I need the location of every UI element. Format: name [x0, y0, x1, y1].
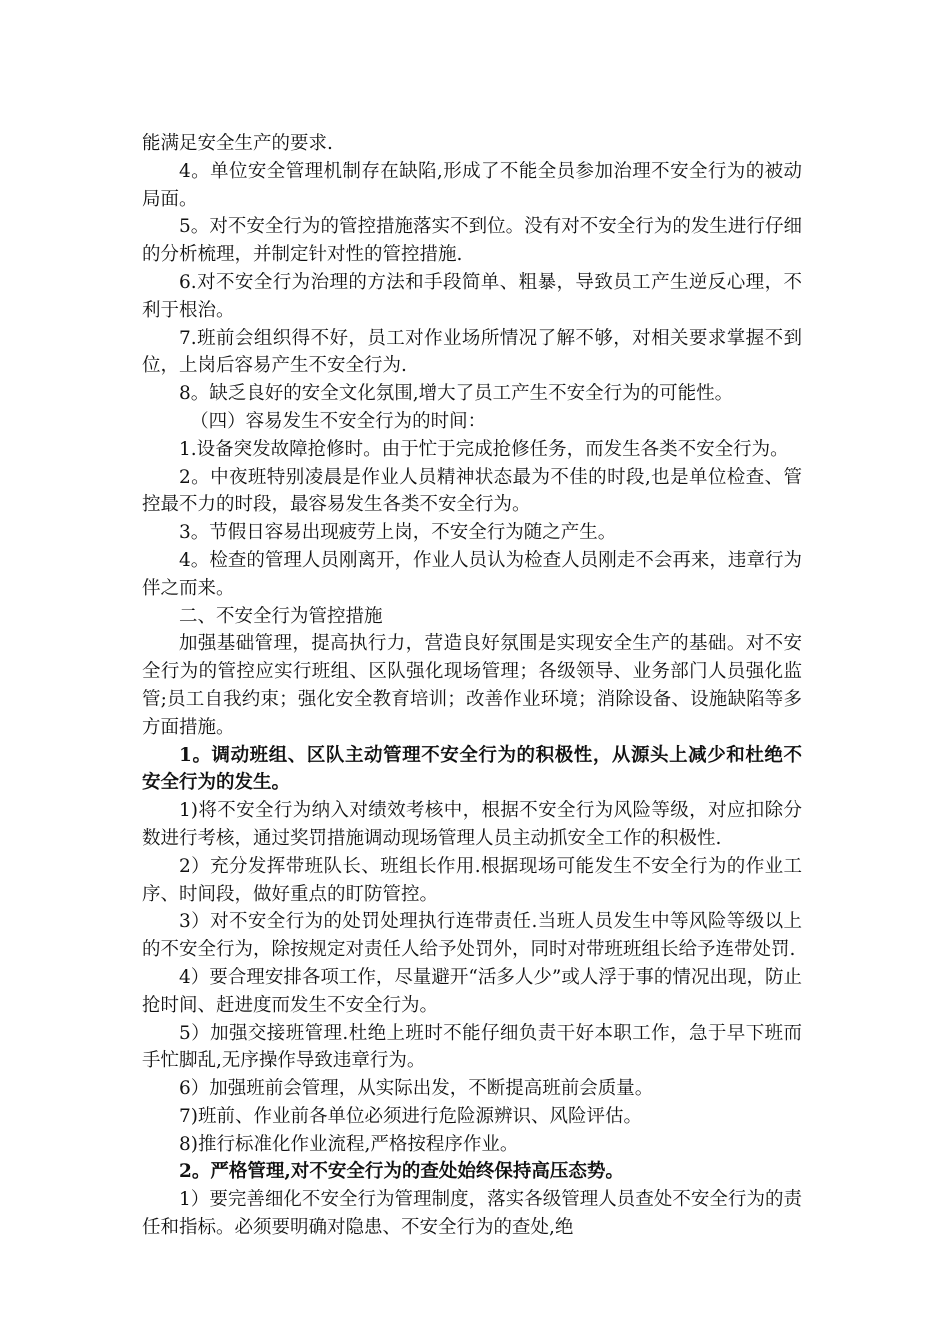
paragraph: 8)推行标准化作业流程,严格按程序作业。: [179, 1133, 519, 1155]
document-body: [142, 130, 802, 1242]
paragraph: 加强基础管理，提高执行力，营造良好氛围是实现安全生产的基础。对不安全行为的管控应实行班组、区队强化现场管理；各级领导、业务部门人员强化监管;员工自我约束；强化安全教育培训；改善作业环境；消除设备、设施缺陷等多方面措施。: [142, 633, 802, 738]
paragraph: 5。对不安全行为的管控措施落实不到位。没有对不安全行为的发生进行仔细的分析梳理，并制定针对性的管控措施.: [142, 216, 802, 266]
paragraph: 6）加强班前会管理，从实际出发，不断提高班前会质量。: [179, 1078, 654, 1100]
paragraph: 4）要合理安排各项工作，尽量避开“活多人少”或人浮于事的情况出现，防止抢时间、赶进度而发生不安全行为。: [142, 966, 802, 1016]
paragraph: 能满足安全生产的要求.: [142, 133, 333, 154]
paragraph: 1）要完善细化不安全行为管理制度，落实各级管理人员查处不安全行为的责任和指标。必须要明确对隐患、不安全行为的查处,绝: [142, 1189, 802, 1239]
paragraph: 3。节假日容易出现疲劳上岗，不安全行为随之产生。: [179, 522, 617, 544]
paragraph: 4。单位安全管理机制存在缺陷,形成了不能全员参加治理不安全行为的被动局面。: [142, 160, 802, 210]
paragraph: 7.班前会组织得不好，员工对作业场所情况了解不够，对相关要求掌握不到位，上岗后容易产生不安全行为.: [142, 327, 802, 377]
bold-subheading: 1。调动班组、区队主动管理不安全行为的积极性，从源头上减少和杜绝不安全行为的发生。: [142, 744, 802, 794]
paragraph: 2）充分发挥带班队长、班组长作用.根据现场可能发生不安全行为的作业工序、时间段，做好重点的盯防管控。: [142, 855, 802, 905]
paragraph: 5）加强交接班管理.杜绝上班时不能仔细负责干好本职工作，急于早下班而手忙脚乱,无序操作导致违章行为。: [142, 1022, 802, 1072]
paragraph: 2。中夜班特别凌晨是作业人员精神状态最为不佳的时段,也是单位检查、管控最不力的时段，最容易发生各类不安全行为。: [142, 466, 802, 516]
paragraph: 3）对不安全行为的处罚处理执行连带责任.当班人员发生中等风险等级以上的不安全行为，除按规定对责任人给予处罚外，同时对带班班组长给予连带处罚.: [142, 911, 802, 961]
bold-subheading: 2。严格管理,对不安全行为的查处始终保持高压态势。: [179, 1161, 624, 1183]
paragraph: 1)将不安全行为纳入对绩效考核中，根据不安全行为风险等级，对应扣除分数进行考核，通过奖罚措施调动现场管理人员主动抓安全工作的积极性.: [142, 800, 802, 849]
section-heading: 二、不安全行为管控措施: [179, 605, 383, 627]
paragraph: 6.对不安全行为治理的方法和手段简单、粗暴，导致员工产生逆反心理，不利于根治。: [142, 271, 802, 321]
paragraph: 1.设备突发故障抢修时。由于忙于完成抢修任务，而发生各类不安全行为。: [179, 438, 789, 460]
paragraph: 4。检查的管理人员刚离开，作业人员认为检查人员刚走不会再来，违章行为伴之而来。: [142, 549, 802, 599]
paragraph: 7)班前、作业前各单位必须进行危险源辨识、风险评估。: [179, 1105, 642, 1127]
paragraph: 8。缺乏良好的安全文化氛围,增大了员工产生不安全行为的可能性。: [179, 383, 734, 405]
section-heading: （四）容易发生不安全行为的时间：: [190, 410, 487, 432]
